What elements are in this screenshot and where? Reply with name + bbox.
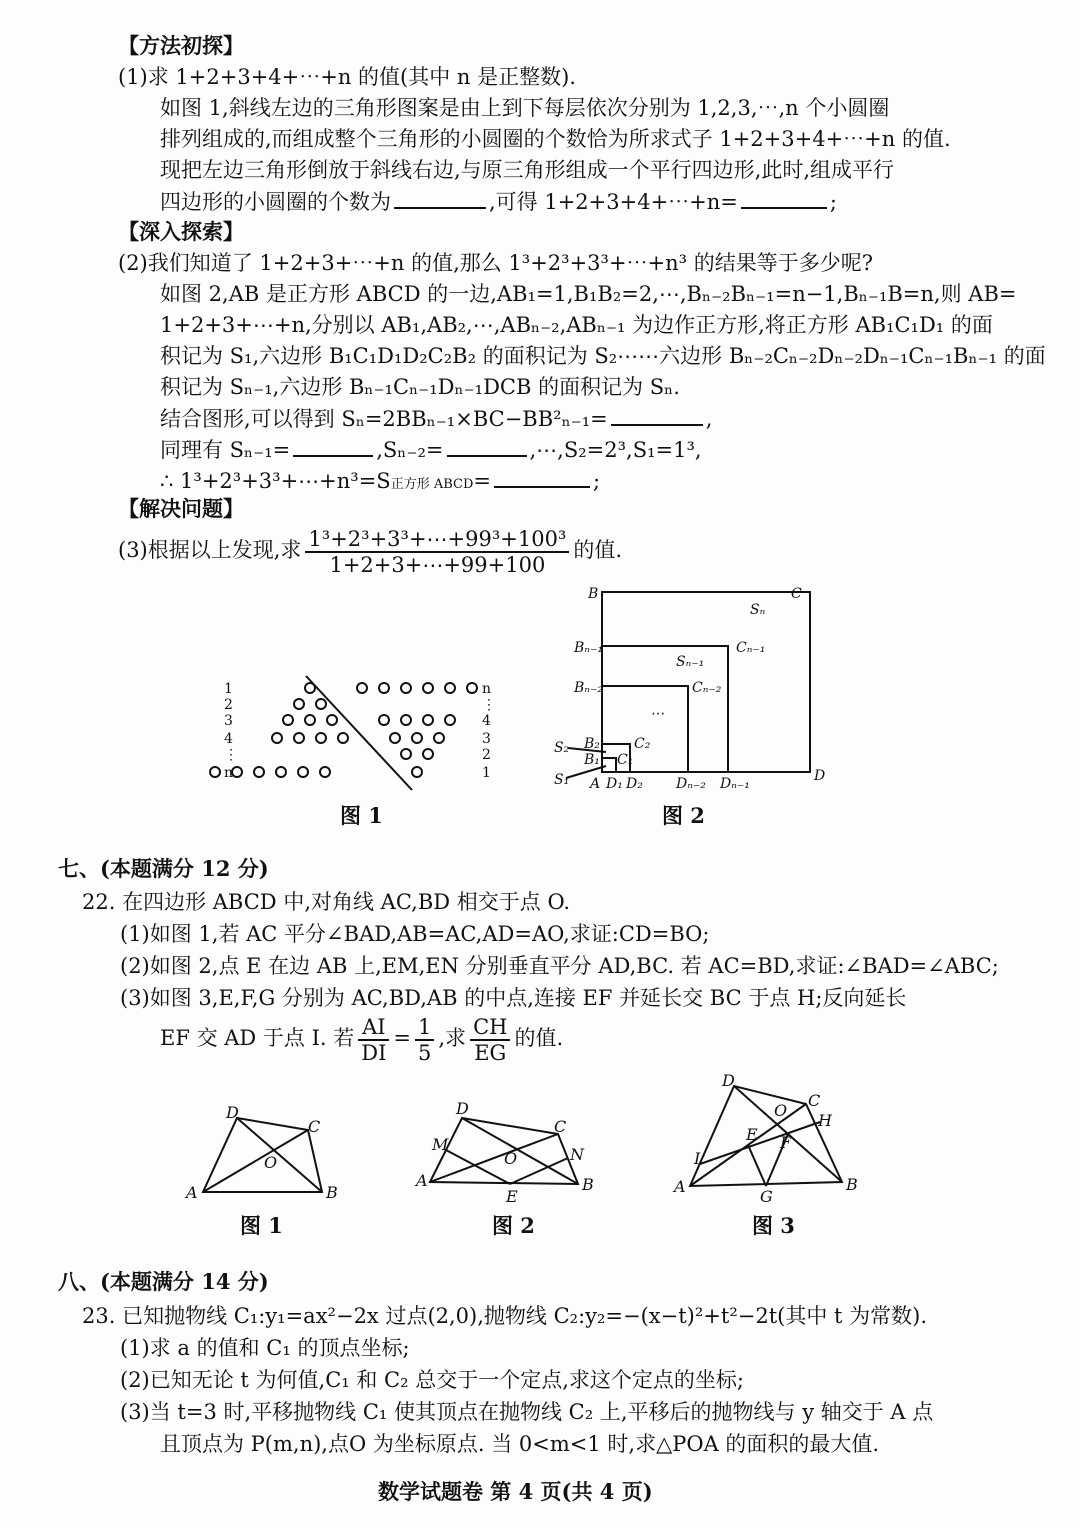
fig1-circle xyxy=(423,715,433,725)
q21-part1: (1)求 1+2+3+4+⋯+n 的值(其中 n 是正整数). xyxy=(118,65,576,89)
fig1-circle xyxy=(298,767,308,777)
fig2-label-bn1: Bₙ₋₁ xyxy=(574,640,603,656)
fig1-circle xyxy=(283,715,293,725)
fig1-circle xyxy=(305,715,315,725)
q23-part3-cont: 且顶点为 P(m,n),点O 为坐标原点. 当 0<m<1 时,求△POA 的面积的最大值. xyxy=(160,1432,880,1456)
fig1-circle xyxy=(412,733,422,743)
fig1-circle xyxy=(401,715,411,725)
q21-fraction-num: 1³+2³+3³+⋯+99³+100³ xyxy=(305,527,569,553)
section-7-title: 七、(本题满分 12 分) xyxy=(58,856,269,881)
q22-p4c: 的值. xyxy=(514,1026,564,1050)
fig1-circle xyxy=(232,767,242,777)
fig2-label-s2: S₂ xyxy=(554,740,570,756)
q22-f3-e: E xyxy=(746,1125,758,1144)
q21-u6c: ,⋯,S₂=2³,S₁=1³, xyxy=(529,438,702,462)
fig1-circle xyxy=(338,733,348,743)
q23-part2: (2)已知无论 t 为何值,C₁ 和 C₂ 总交于一个定点,求这个定点的坐标; xyxy=(120,1368,744,1392)
q21-text-2: 排列组成的,而组成整个三角形的小圆圈的个数恰为所求式子 1+2+3+4+⋯+n 的值. xyxy=(160,127,951,151)
fig1-row-label-right: 2 xyxy=(482,747,491,763)
q23-part1: (1)求 a 的值和 C₁ 的顶点坐标; xyxy=(120,1336,410,1360)
fig1-circle xyxy=(379,683,389,693)
q21-part2: (2)我们知道了 1+2+3+⋯+n 的值,那么 1³+2³+3³+⋯+n³ 的结果等于多少呢? xyxy=(118,251,874,275)
fig1-row-label-left: 3 xyxy=(224,713,233,729)
fig2-label-c: C xyxy=(791,586,802,602)
fig2-label-s1: S₁ xyxy=(554,772,570,788)
q21-u3: 积记为 S₁,六边形 B₁C₁D₁D₂C₂B₂ 的面积记为 S₂⋯⋯六边形 Bₙ₋₂Cₙ₋₂Dₙ₋₂Dₙ₋₁Cₙ₋₁Bₙ₋₁ 的面 xyxy=(160,344,1046,368)
q22-f1-d: D xyxy=(226,1103,239,1122)
q21-u4: 积记为 Sₙ₋₁,六边形 Bₙ₋₁Cₙ₋₁Dₙ₋₁DCB 的面积记为 Sₙ. xyxy=(160,375,680,399)
q22-p4b: ,求 xyxy=(438,1026,467,1050)
q22-stem: 22. 在四边形 ABCD 中,对角线 AC,BD 相交于点 O. xyxy=(82,890,571,914)
q21-u6a: 同理有 Sₙ₋₁= xyxy=(160,438,291,462)
fig2-label-cn2: Cₙ₋₂ xyxy=(692,680,722,696)
q21-u7c: ; xyxy=(592,469,601,493)
q22-f3-d: D xyxy=(722,1071,735,1090)
q22-f3-i: I xyxy=(694,1149,701,1168)
q22-frac3-num: CH xyxy=(470,1015,510,1041)
fig1-circle xyxy=(276,767,286,777)
q22-frac1-den: DI xyxy=(361,1040,387,1065)
q22-frac3-den: EG xyxy=(474,1040,507,1065)
q22-f1-o: O xyxy=(264,1153,278,1172)
q21-text-4a: 四边形的小圆圈的个数为 xyxy=(160,190,391,214)
fig1-circle xyxy=(254,767,264,777)
fig1-row-label-left: 1 xyxy=(224,681,233,697)
fig2-label-bn2: Bₙ₋₂ xyxy=(574,680,603,696)
fig1-circle xyxy=(294,699,304,709)
fig2-label-d: D xyxy=(814,768,826,784)
fig2-caption: 图 2 xyxy=(662,803,705,828)
fig1-caption: 图 1 xyxy=(340,803,383,828)
fig2-label-b2: B₂ xyxy=(584,736,600,752)
q22-equals: = xyxy=(393,1026,411,1050)
q22-f2-e: E xyxy=(506,1187,518,1206)
q21-text-4b: ,可得 1+2+3+4+⋯+n= xyxy=(489,190,738,214)
q22-fig1-caption: 图 1 xyxy=(240,1213,283,1238)
q22-f2-c: C xyxy=(554,1117,567,1136)
q22-f3-b: B xyxy=(846,1175,858,1194)
fig1-row-label-left: n xyxy=(224,765,234,781)
fig1-circle xyxy=(412,767,422,777)
fig1-circle xyxy=(316,699,326,709)
q22-part3: (3)如图 3,E,F,G 分别为 AC,BD,AB 的中点,连接 EF 并延长交 BC 于点 H;反向延长 xyxy=(120,986,907,1010)
fig1-row-label-right: 3 xyxy=(482,731,491,747)
q22-f3-f: F xyxy=(780,1133,792,1152)
heading-explore: 【深入探索】 xyxy=(118,219,244,244)
fig1-circle xyxy=(390,733,400,743)
fig2-label-a: A xyxy=(590,776,601,792)
fig1-circle xyxy=(423,683,433,693)
q21-u5b: , xyxy=(705,407,713,431)
q22-part2: (2)如图 2,点 E 在边 AB 上,EM,EN 分别垂直平分 AD,BC. 若 AC=BD,求证:∠BAD=∠ABC; xyxy=(120,954,999,978)
heading-method: 【方法初探】 xyxy=(118,33,244,58)
fig1-circle xyxy=(434,733,444,743)
q22-f2-b: B xyxy=(582,1175,594,1194)
q21-u2: 1+2+3+⋯+n,分别以 AB₁,AB₂,⋯,ABₙ₋₂,ABₙ₋₁ 为边作正方形,将正方形 AB₁C₁D₁ 的面 xyxy=(160,313,993,337)
q22-f1-b: B xyxy=(326,1183,338,1202)
heading-solve: 【解决问题】 xyxy=(118,496,244,521)
q22-fig3-caption: 图 3 xyxy=(752,1213,795,1238)
figure-1-circles xyxy=(210,681,496,781)
q23-stem: 23. 已知抛物线 C₁:y₁=ax²−2x 过点(2,0),抛物线 C₂:y₂=−(x−t)²+t²−2t(其中 t 为常数). xyxy=(82,1304,927,1328)
fig2-label-dn1: Dₙ₋₁ xyxy=(720,776,750,792)
fig2-label-sn: Sₙ xyxy=(750,602,766,618)
fig1-row-label-left: ⋮ xyxy=(224,747,238,763)
fig2-label-c1: C₁ xyxy=(617,752,634,768)
q22-f2-o: O xyxy=(504,1149,518,1168)
fig1-circle xyxy=(423,749,433,759)
q22-f2-d: D xyxy=(456,1099,469,1118)
q22-p4a: EF 交 AD 于点 I. 若 xyxy=(160,1026,355,1050)
q21-text-3: 现把左边三角形倒放于斜线右边,与原三角形组成一个平行四边形,此时,组成平行 xyxy=(160,158,895,182)
fig1-circle xyxy=(401,683,411,693)
fig2-square-1 xyxy=(602,758,616,772)
fig1-row-label-right: n xyxy=(482,681,492,697)
q22-f3-a: A xyxy=(674,1177,686,1196)
fig2-square-n2 xyxy=(602,686,688,772)
q22-fig1-ac xyxy=(203,1130,308,1192)
q22-frac2-den: 5 xyxy=(418,1040,432,1065)
fig1-circle xyxy=(467,683,477,693)
section-8-title: 八、(本题满分 14 分) xyxy=(58,1269,269,1294)
q21-u7-sub: 正方形 ABCD xyxy=(390,477,474,492)
fig2-label-dn2: Dₙ₋₂ xyxy=(676,776,706,792)
q22-part1: (1)如图 1,若 AC 平分∠BAD,AB=AC,AD=AO,求证:CD=BO; xyxy=(120,922,710,946)
fig1-row-label-right: ⋮ xyxy=(482,697,496,713)
q21-fraction-den: 1+2+3+⋯+99+100 xyxy=(329,552,546,577)
fig2-label-b1: B₁ xyxy=(584,752,600,768)
fig2-label-b: B xyxy=(588,586,599,602)
fig1-circle xyxy=(272,733,282,743)
fig2-label-cn1: Cₙ₋₁ xyxy=(736,640,766,656)
q21-u6b: ,Sₙ₋₂= xyxy=(376,438,444,462)
fig1-circle xyxy=(445,715,455,725)
fig2-label-c2: C₂ xyxy=(634,736,651,752)
q23-part3: (3)当 t=3 时,平移抛物线 C₁ 使其顶点在抛物线 C₂ 上,平移后的抛物线与 y 轴交于 A 点 xyxy=(120,1400,934,1424)
q21-u7a: ∴ 1³+2³+3³+⋯+n³=S xyxy=(160,469,391,493)
q21-part3b: 的值. xyxy=(573,538,623,562)
q22-fig3-ih xyxy=(700,1122,820,1164)
fig1-row-label-left: 4 xyxy=(224,731,233,747)
fig1-circle xyxy=(327,715,337,725)
q22-f1-a: A xyxy=(186,1183,198,1202)
fig2-label-d2: D₂ xyxy=(626,776,643,792)
fig1-circle xyxy=(379,715,389,725)
page-footer: 数学试题卷 第 4 页(共 4 页) xyxy=(378,1479,653,1504)
q22-fig2-caption: 图 2 xyxy=(492,1213,535,1238)
q22-f2-n: N xyxy=(570,1145,584,1164)
fig2-label-sn1: Sₙ₋₁ xyxy=(676,654,705,670)
q22-f3-h: H xyxy=(818,1111,832,1130)
q22-frac-ai-di xyxy=(358,1015,389,1065)
q22-frac-ch-eg xyxy=(470,1015,510,1065)
fig1-circle xyxy=(316,733,326,743)
q22-frac-1-5 xyxy=(415,1015,434,1065)
fig1-circle xyxy=(320,767,330,777)
fig2-label-dots: ⋯ xyxy=(650,706,664,722)
fig1-row-label-right: 1 xyxy=(482,765,491,781)
q22-f2-m: M xyxy=(432,1135,449,1154)
fig1-circle xyxy=(294,733,304,743)
q22-f3-g: G xyxy=(760,1187,773,1206)
q22-f1-c: C xyxy=(308,1117,321,1136)
q22-f3-o: O xyxy=(774,1101,788,1120)
fig1-row-label-right: 4 xyxy=(482,713,491,729)
q21-u7b: = xyxy=(473,469,491,493)
q22-f3-c: C xyxy=(808,1091,821,1110)
fig1-row-label-left: 2 xyxy=(224,697,233,713)
figure-2-labels xyxy=(554,586,825,792)
q22-frac1-num: AI xyxy=(358,1015,389,1041)
q21-text-4c: ; xyxy=(829,190,837,214)
q21-u1: 如图 2,AB 是正方形 ABCD 的一边,AB₁=1,B₁B₂=2,⋯,Bₙ₋₂Bₙ₋₁=n−1,Bₙ₋₁B=n,则 AB= xyxy=(160,282,1017,306)
q22-f2-a: A xyxy=(416,1171,428,1190)
q21-u5a: 结合图形,可以得到 Sₙ=2BBₙ₋₁×BC−BB²ₙ₋₁= xyxy=(160,407,608,431)
q22-fig3-eg xyxy=(748,1145,766,1186)
q22-part3-cont xyxy=(160,1012,563,1065)
fig1-circle xyxy=(401,749,411,759)
fig1-circle xyxy=(357,683,367,693)
fig1-circle xyxy=(210,767,220,777)
fig2-label-d1: D₁ xyxy=(606,776,623,792)
fig1-circle xyxy=(445,683,455,693)
q22-figure-1 xyxy=(203,1118,322,1192)
q21-part3a: (3)根据以上发现,求 xyxy=(118,538,302,562)
q21-text-1: 如图 1,斜线左边的三角形图案是由上到下每层依次分别为 1,2,3,⋯,n 个小圆圈 xyxy=(160,96,890,120)
q22-frac2-num: 1 xyxy=(415,1015,434,1041)
